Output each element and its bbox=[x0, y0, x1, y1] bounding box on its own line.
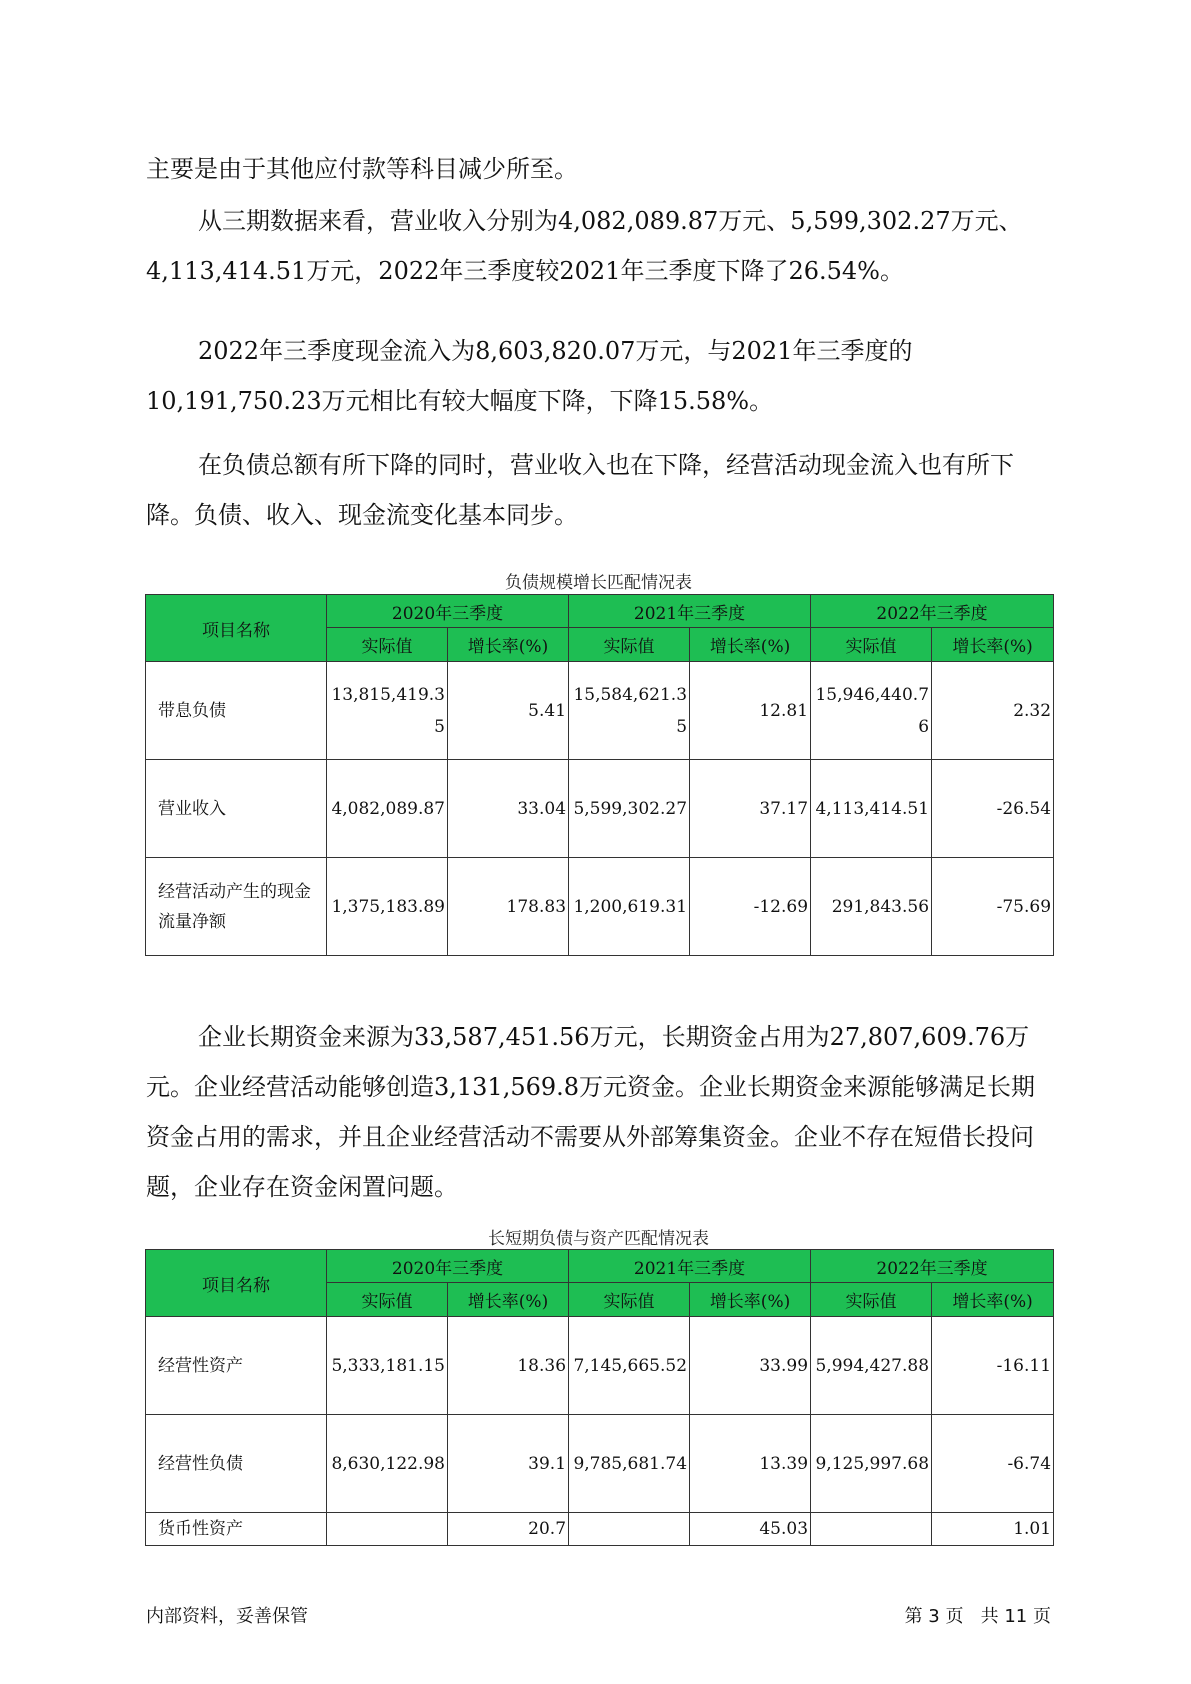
cell-actual: 8,630,122.98 bbox=[327, 1415, 448, 1513]
table2-sub-actual: 实际值 bbox=[569, 1283, 690, 1317]
cell-actual: 4,113,414.51 bbox=[811, 760, 932, 858]
paragraph-5 bbox=[146, 1012, 1051, 1212]
cell-growth: -26.54 bbox=[932, 760, 1054, 858]
table1-item-header: 项目名称 bbox=[146, 595, 327, 662]
table-row bbox=[146, 1513, 1054, 1546]
row-name: 经营性负债 bbox=[146, 1415, 327, 1513]
table1-sub-growth: 增长率(%) bbox=[932, 628, 1054, 662]
cell-actual: 15,584,621.35 bbox=[569, 662, 690, 760]
paragraph-4-text: 在负债总额有所下降的同时，营业收入也在下降，经营活动现金流入也有所下降。负债、收入、现金流变化基本同步。 bbox=[146, 451, 1014, 529]
cell-growth: 1.01 bbox=[932, 1513, 1054, 1546]
cell-actual: 9,785,681.74 bbox=[569, 1415, 690, 1513]
cell-growth: 18.36 bbox=[448, 1317, 569, 1415]
table1-sub-actual: 实际值 bbox=[811, 628, 932, 662]
footer-left: 内部资料，妥善保管 bbox=[146, 1606, 308, 1627]
table1-sub-growth: 增长率(%) bbox=[690, 628, 811, 662]
row-name: 带息负债 bbox=[146, 662, 327, 760]
table2-caption: 长短期负债与资产匹配情况表 bbox=[488, 1229, 709, 1249]
row-name: 货币性资产 bbox=[146, 1513, 327, 1546]
table-row bbox=[146, 1415, 1054, 1513]
table1-caption: 负债规模增长匹配情况表 bbox=[505, 573, 692, 593]
cell-actual bbox=[811, 1513, 932, 1546]
row-name: 营业收入 bbox=[146, 760, 327, 858]
paragraph-3 bbox=[146, 326, 1051, 426]
table1-period-3: 2022年三季度 bbox=[811, 595, 1054, 628]
cell-actual bbox=[327, 1513, 448, 1546]
table1-sub-growth: 增长率(%) bbox=[448, 628, 569, 662]
table1-period-1: 2020年三季度 bbox=[327, 595, 569, 628]
table-row bbox=[146, 662, 1054, 760]
cell-actual: 291,843.56 bbox=[811, 858, 932, 956]
cell-actual: 1,200,619.31 bbox=[569, 858, 690, 956]
cell-growth: 5.41 bbox=[448, 662, 569, 760]
cell-growth: 33.04 bbox=[448, 760, 569, 858]
table2-sub-growth: 增长率(%) bbox=[932, 1283, 1054, 1317]
cell-growth: 37.17 bbox=[690, 760, 811, 858]
cell-actual: 15,946,440.76 bbox=[811, 662, 932, 760]
cell-growth: -6.74 bbox=[932, 1415, 1054, 1513]
table-row bbox=[146, 1317, 1054, 1415]
cell-growth: 178.83 bbox=[448, 858, 569, 956]
cell-actual bbox=[569, 1513, 690, 1546]
paragraph-4 bbox=[146, 440, 1051, 540]
footer-page-number: 第 3 页 共 11 页 bbox=[904, 1606, 1051, 1627]
table2-sub-actual: 实际值 bbox=[811, 1283, 932, 1317]
table-row bbox=[146, 760, 1054, 858]
table-row bbox=[146, 858, 1054, 956]
cell-growth: 12.81 bbox=[690, 662, 811, 760]
cell-actual: 5,994,427.88 bbox=[811, 1317, 932, 1415]
paragraph-1-text: 主要是由于其他应付款等科目减少所至。 bbox=[146, 155, 578, 183]
cell-growth: -16.11 bbox=[932, 1317, 1054, 1415]
paragraph-2-text: 从三期数据来看，营业收入分别为4,082,089.87万元、5,599,302.27万元、4,113,414.51万元，2022年三季度较2021年三季度下降了26.54%。 bbox=[146, 207, 1023, 285]
table2-period-3: 2022年三季度 bbox=[811, 1250, 1054, 1283]
paragraph-3-text: 2022年三季度现金流入为8,603,820.07万元，与2021年三季度的10,191,750.23万元相比有较大幅度下降，下降15.58%。 bbox=[146, 337, 913, 415]
row-name: 经营性资产 bbox=[146, 1317, 327, 1415]
paragraph-5-text: 企业长期资金来源为33,587,451.56万元，长期资金占用为27,807,609.76万元。企业经营活动能够创造3,131,569.8万元资金。企业长期资金来源能够满足长期资金占用的需求，并且企业经营活动不需要从外部筹集资金。企业不存在短借长投问题，企业存在资金闲置问题。 bbox=[146, 1023, 1036, 1201]
table2-item-header: 项目名称 bbox=[146, 1250, 327, 1317]
table2-period-2: 2021年三季度 bbox=[569, 1250, 811, 1283]
table2-period-1: 2020年三季度 bbox=[327, 1250, 569, 1283]
table1-period-2: 2021年三季度 bbox=[569, 595, 811, 628]
table1 bbox=[145, 594, 1054, 956]
cell-growth: 33.99 bbox=[690, 1317, 811, 1415]
row-name: 经营活动产生的现金流量净额 bbox=[146, 858, 327, 956]
cell-actual: 7,145,665.52 bbox=[569, 1317, 690, 1415]
table2-sub-growth: 增长率(%) bbox=[448, 1283, 569, 1317]
cell-growth: 2.32 bbox=[932, 662, 1054, 760]
table2 bbox=[145, 1249, 1054, 1546]
cell-actual: 5,333,181.15 bbox=[327, 1317, 448, 1415]
cell-growth: 13.39 bbox=[690, 1415, 811, 1513]
cell-actual: 5,599,302.27 bbox=[569, 760, 690, 858]
paragraph-1 bbox=[146, 144, 1051, 194]
cell-actual: 1,375,183.89 bbox=[327, 858, 448, 956]
cell-growth: -75.69 bbox=[932, 858, 1054, 956]
cell-growth: 45.03 bbox=[690, 1513, 811, 1546]
table1-sub-actual: 实际值 bbox=[327, 628, 448, 662]
table2-sub-actual: 实际值 bbox=[327, 1283, 448, 1317]
cell-growth: 39.1 bbox=[448, 1415, 569, 1513]
cell-actual: 9,125,997.68 bbox=[811, 1415, 932, 1513]
cell-growth: -12.69 bbox=[690, 858, 811, 956]
table1-sub-actual: 实际值 bbox=[569, 628, 690, 662]
cell-actual: 4,082,089.87 bbox=[327, 760, 448, 858]
table2-sub-growth: 增长率(%) bbox=[690, 1283, 811, 1317]
paragraph-2 bbox=[146, 196, 1051, 296]
cell-actual: 13,815,419.35 bbox=[327, 662, 448, 760]
cell-growth: 20.7 bbox=[448, 1513, 569, 1546]
